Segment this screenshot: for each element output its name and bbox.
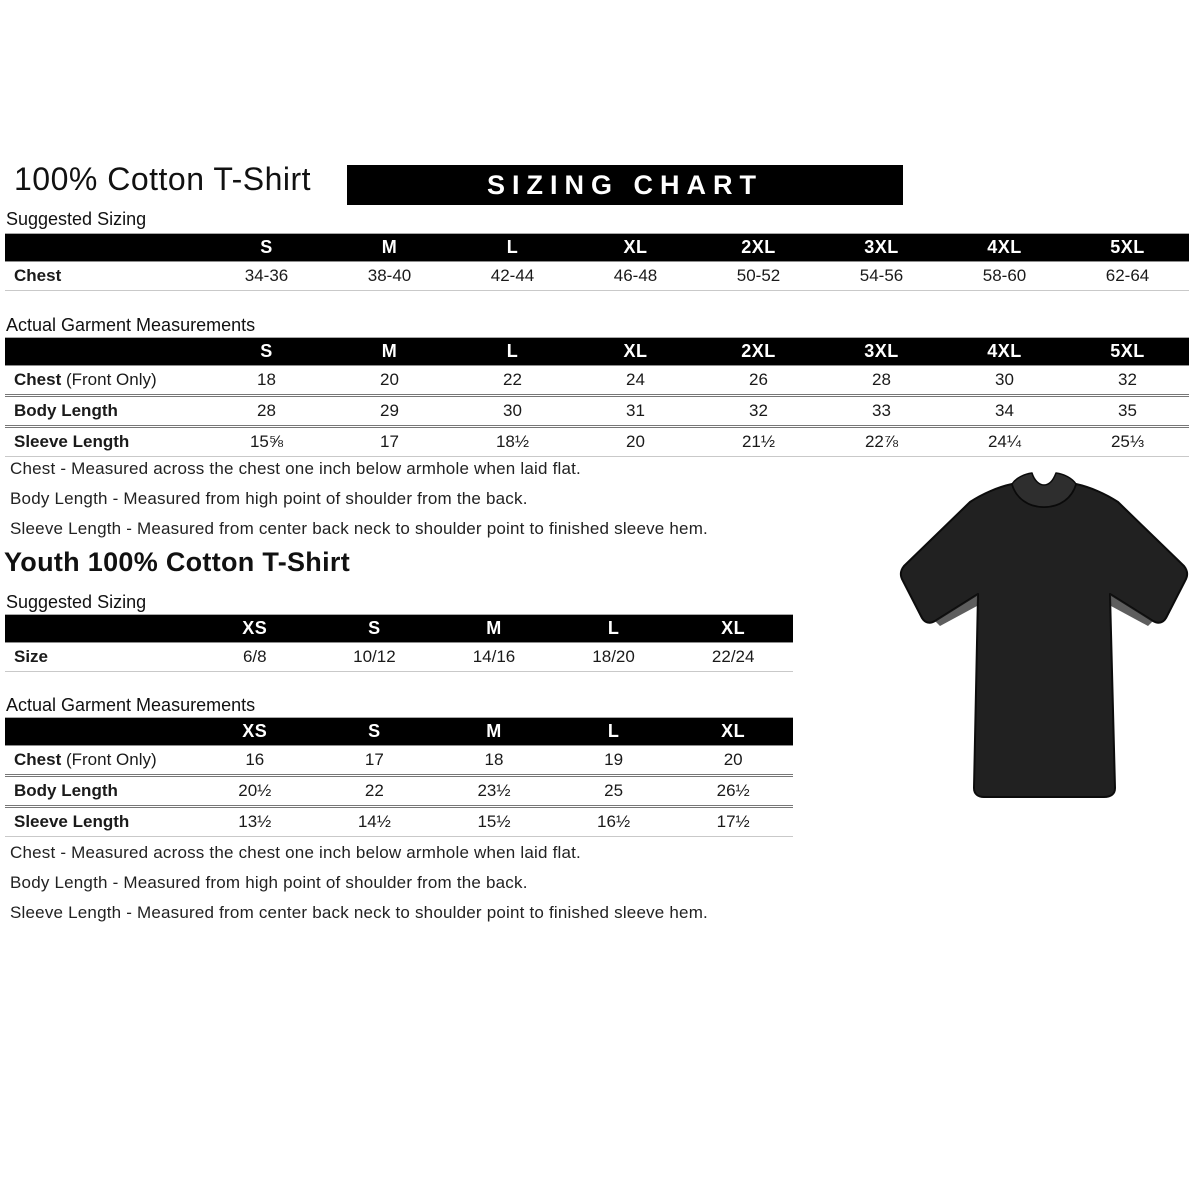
cell: 28 [872, 370, 891, 389]
cell: 24¼ [987, 432, 1022, 451]
cell: 21½ [741, 432, 776, 451]
cell: 19 [604, 750, 624, 769]
page-title: 100% Cotton T-Shirt [14, 161, 312, 197]
cell: 20 [626, 432, 645, 451]
table-row: Chest (Front Only) 16 17 18 19 20 [5, 746, 793, 776]
cell: 22⅞ [864, 432, 899, 451]
cell: 18½ [495, 432, 530, 451]
corner-cell [5, 338, 205, 366]
row-label: Sleeve Length [14, 812, 130, 831]
cell: 62-64 [1105, 266, 1150, 285]
cell: 31 [626, 401, 645, 420]
size-col-header: XL [574, 234, 697, 262]
youth-suggested-label: Suggested Sizing [6, 592, 147, 612]
table-row [5, 262, 1189, 291]
size-col-header: L [451, 234, 574, 262]
size-col-header: S [205, 338, 328, 366]
youth-measurement-notes [10, 843, 708, 933]
cell: 16 [245, 750, 265, 769]
cell: 54-56 [859, 266, 904, 285]
size-col-header: XS [195, 615, 315, 643]
cell: 32 [749, 401, 768, 420]
size-col-header: 3XL [820, 234, 943, 262]
note-sleeve-length: Sleeve Length - Measured from center back neck to shoulder point to finished sleeve hem. [10, 903, 708, 922]
cell: 22/24 [711, 647, 755, 666]
row-label: Chest [14, 266, 62, 285]
youth-suggested-table [5, 614, 793, 672]
cell: 14/16 [472, 647, 516, 666]
cell: 23½ [477, 781, 511, 800]
youth-section-title: Youth 100% Cotton T-Shirt [4, 547, 350, 577]
note-body-length: Body Length - Measured from high point of shoulder from the back. [10, 489, 528, 508]
size-col-header: 4XL [943, 234, 1066, 262]
youth-actual-label: Actual Garment Measurements [6, 695, 256, 715]
size-col-header: L [554, 718, 674, 746]
cell: 16½ [597, 812, 631, 831]
cell: 6/8 [242, 647, 267, 666]
table-row: Chest (Front Only) 18 20 22 24 26 28 30 32 [5, 366, 1189, 396]
corner-cell [5, 718, 195, 746]
cell: 26 [749, 370, 768, 389]
row-label: Body Length [14, 781, 118, 800]
cell: 17 [364, 750, 384, 769]
cell: 18 [257, 370, 276, 389]
cell: 24 [626, 370, 645, 389]
cell: 14½ [357, 812, 391, 831]
size-col-header: XL [673, 615, 793, 643]
cell: 18 [484, 750, 504, 769]
table-row [5, 776, 793, 807]
cell: 29 [380, 401, 399, 420]
cell: 42-44 [490, 266, 535, 285]
size-col-header: XL [673, 718, 793, 746]
cell: 25⅓ [1110, 432, 1145, 451]
row-label: Chest [14, 750, 62, 769]
adult-suggested-label: Suggested Sizing [6, 209, 147, 229]
size-col-header: L [554, 615, 674, 643]
size-col-header: 5XL [1066, 338, 1189, 366]
cell: 33 [872, 401, 891, 420]
cell: 18/20 [592, 647, 635, 666]
size-col-header: 2XL [697, 338, 820, 366]
cell: 13½ [238, 812, 272, 831]
cell: 34-36 [244, 266, 289, 285]
size-col-header: 5XL [1066, 234, 1189, 262]
note-sleeve-length: Sleeve Length - Measured from center back neck to shoulder point to finished sleeve hem. [10, 519, 708, 538]
tshirt-image [888, 466, 1200, 814]
corner-cell [5, 234, 205, 262]
adult-measurement-notes [10, 459, 708, 549]
corner-cell [5, 615, 195, 643]
size-col-header: XS [195, 718, 315, 746]
size-col-header: M [328, 234, 451, 262]
adult-actual-label: Actual Garment Measurements [6, 315, 256, 335]
cell: 58-60 [982, 266, 1027, 285]
cell: 25 [604, 781, 624, 800]
adult-suggested-table [5, 233, 1189, 291]
cell: 20 [723, 750, 743, 769]
table-row [5, 807, 793, 837]
cell: 30 [995, 370, 1014, 389]
cell: 22 [364, 781, 384, 800]
size-col-header: S [315, 718, 435, 746]
cell: 28 [257, 401, 276, 420]
row-label: Body Length [14, 401, 118, 420]
size-col-header: S [315, 615, 435, 643]
cell: 50-52 [736, 266, 781, 285]
cell: 17½ [716, 812, 750, 831]
row-label: Chest [14, 370, 62, 389]
table-row [5, 396, 1189, 427]
sizing-chart-banner: SIZING CHART [347, 165, 903, 205]
cell: 30 [503, 401, 522, 420]
size-col-header: S [205, 234, 328, 262]
table-row [5, 643, 793, 672]
tshirt-body [901, 484, 1187, 797]
size-col-header: M [328, 338, 451, 366]
youth-actual-table [5, 717, 793, 837]
cell: 15½ [477, 812, 511, 831]
table-row [5, 427, 1189, 457]
cell: 34 [995, 401, 1014, 420]
cell: 26½ [716, 781, 750, 800]
note-chest: Chest - Measured across the chest one inch below armhole when laid flat. [10, 843, 581, 862]
note-chest: Chest - Measured across the chest one inch below armhole when laid flat. [10, 459, 581, 478]
row-label: Size [14, 647, 49, 666]
size-col-header: M [434, 718, 554, 746]
row-label: Sleeve Length [14, 432, 130, 451]
cell: 35 [1118, 401, 1137, 420]
size-col-header: 4XL [943, 338, 1066, 366]
cell: 15⅝ [249, 432, 284, 451]
cell: 46-48 [613, 266, 658, 285]
cell: 17 [380, 432, 399, 451]
cell: 20½ [238, 781, 272, 800]
cell: 10/12 [353, 647, 396, 666]
size-col-header: 2XL [697, 234, 820, 262]
size-col-header: 3XL [820, 338, 943, 366]
size-col-header: XL [574, 338, 697, 366]
size-col-header: L [451, 338, 574, 366]
adult-actual-table [5, 337, 1189, 457]
note-body-length: Body Length - Measured from high point of shoulder from the back. [10, 873, 528, 892]
cell: 38-40 [367, 266, 412, 285]
cell: 32 [1118, 370, 1137, 389]
cell: 20 [380, 370, 399, 389]
size-col-header: M [434, 615, 554, 643]
cell: 22 [503, 370, 522, 389]
